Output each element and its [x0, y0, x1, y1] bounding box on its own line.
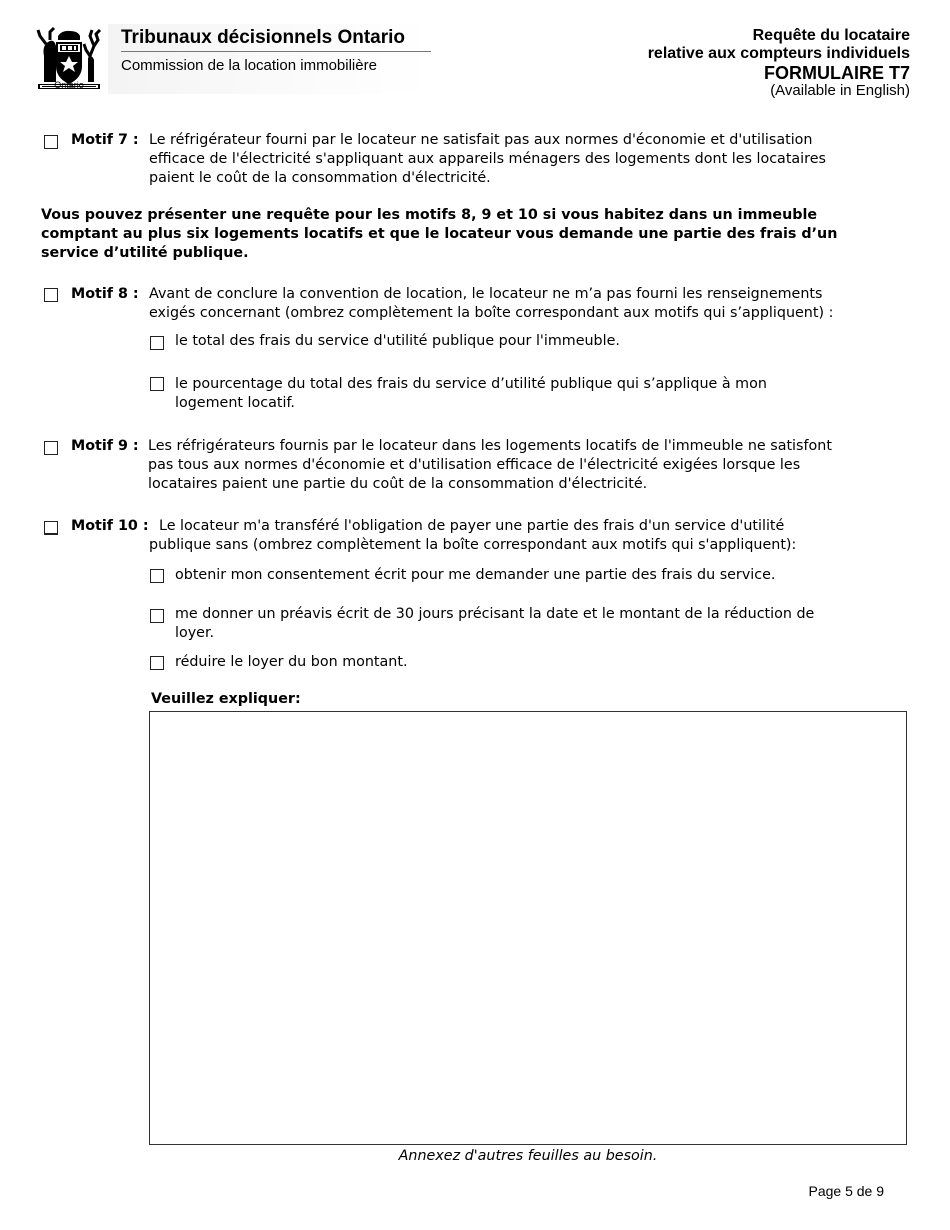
form-code: FORMULAIRE T7: [764, 63, 910, 83]
form-title-line2: relative aux compteurs individuels: [647, 45, 910, 62]
explanation-textarea[interactable]: [149, 711, 907, 1145]
motif7-label: Motif 7 :: [71, 132, 139, 148]
motif10-option1-checkbox[interactable]: [150, 569, 164, 583]
motif7-text-line2: efficace de l'électricité s'appliquant aux appareils ménagers des logements dont les locataires: [149, 151, 826, 167]
motif10-option2-line1: me donner un préavis écrit de 30 jours précisant la date et le montant de la réduction de: [175, 606, 815, 622]
motif8-text-line1: Avant de conclure la convention de location, le locateur ne m’a pas fourni les renseignements: [149, 286, 823, 302]
motif7-text-line3: paient le coût de la consommation d'électricité.: [149, 170, 491, 186]
motif8-option2-checkbox[interactable]: [150, 377, 164, 391]
motif8-option1-text: le total des frais du service d'utilité publique pour l'immeuble.: [175, 333, 620, 349]
motif9-text-line2: pas tous aux normes d'économie et d'utilisation efficace de l'électricité exigées lorsque les: [148, 457, 801, 473]
motif10-option2-line2: loyer.: [175, 625, 215, 641]
org-divider: [121, 51, 431, 52]
form-language-note: (Available in English): [770, 82, 910, 99]
crest-label: Ontario: [54, 80, 84, 90]
motif8-checkbox[interactable]: [44, 288, 58, 302]
motif10-text-line1: Le locateur m'a transféré l'obligation de payer une partie des frais d'un service d'utilité: [159, 518, 785, 534]
intro-line1: Vous pouvez présenter une requête pour les motifs 8, 9 et 10 si vous habitez dans un immeuble: [41, 207, 818, 223]
page-number: Page 5 de 9: [808, 1183, 884, 1199]
intro-line3: service d’utilité publique.: [41, 245, 249, 261]
motif8-option2-line1: le pourcentage du total des frais du service d’utilité publique qui s’applique à mon: [175, 376, 767, 392]
org-title: Tribunaux décisionnels Ontario: [121, 27, 405, 48]
attach-note: Annexez d'autres feuilles au besoin.: [398, 1148, 658, 1164]
motif7-checkbox[interactable]: [44, 135, 58, 149]
form-title-line1: Requête du locataire: [752, 27, 910, 44]
motif9-text-line1: Les réfrigérateurs fournis par le locateur dans les logements locatifs de l'immeuble ne satisfont: [148, 438, 832, 454]
motif8-option1-checkbox[interactable]: [150, 336, 164, 350]
form-heading: [648, 27, 910, 99]
motif10-text-line2: publique sans (ombrez complètement la boîte correspondant aux motifs qui s'appliquent):: [149, 537, 797, 553]
motif7-text-line1: Le réfrigérateur fourni par le locateur ne satisfait pas aux normes d'économie et d'utilisation: [149, 132, 813, 148]
motif10-checkbox[interactable]: [44, 521, 58, 535]
motif9-label: Motif 9 :: [71, 438, 139, 454]
explain-label: Veuillez expliquer:: [151, 691, 301, 707]
motif10-option1-text: obtenir mon consentement écrit pour me demander une partie des frais du service.: [175, 567, 776, 583]
motif9-text-line3: locataires paient une partie du coût de la consommation d'électricité.: [148, 476, 648, 492]
motif10-option3-text: réduire le loyer du bon montant.: [175, 654, 408, 670]
motif9-checkbox[interactable]: [44, 441, 58, 455]
motif10-option2-checkbox[interactable]: [150, 609, 164, 623]
motif8-text-line2: exigés concernant (ombrez complètement la boîte correspondant aux motifs qui s’appliquent) :: [149, 305, 834, 321]
intro-line2: comptant au plus six logements locatifs et que le locateur vous demande une partie des frais d’un: [41, 226, 838, 242]
motif8-label: Motif 8 :: [71, 286, 139, 302]
org-subtitle: Commission de la location immobilière: [121, 57, 377, 74]
motif10-label: Motif 10 :: [71, 518, 149, 534]
motif10-option3-checkbox[interactable]: [150, 656, 164, 670]
motif8-option2-line2: logement locatif.: [175, 395, 295, 411]
